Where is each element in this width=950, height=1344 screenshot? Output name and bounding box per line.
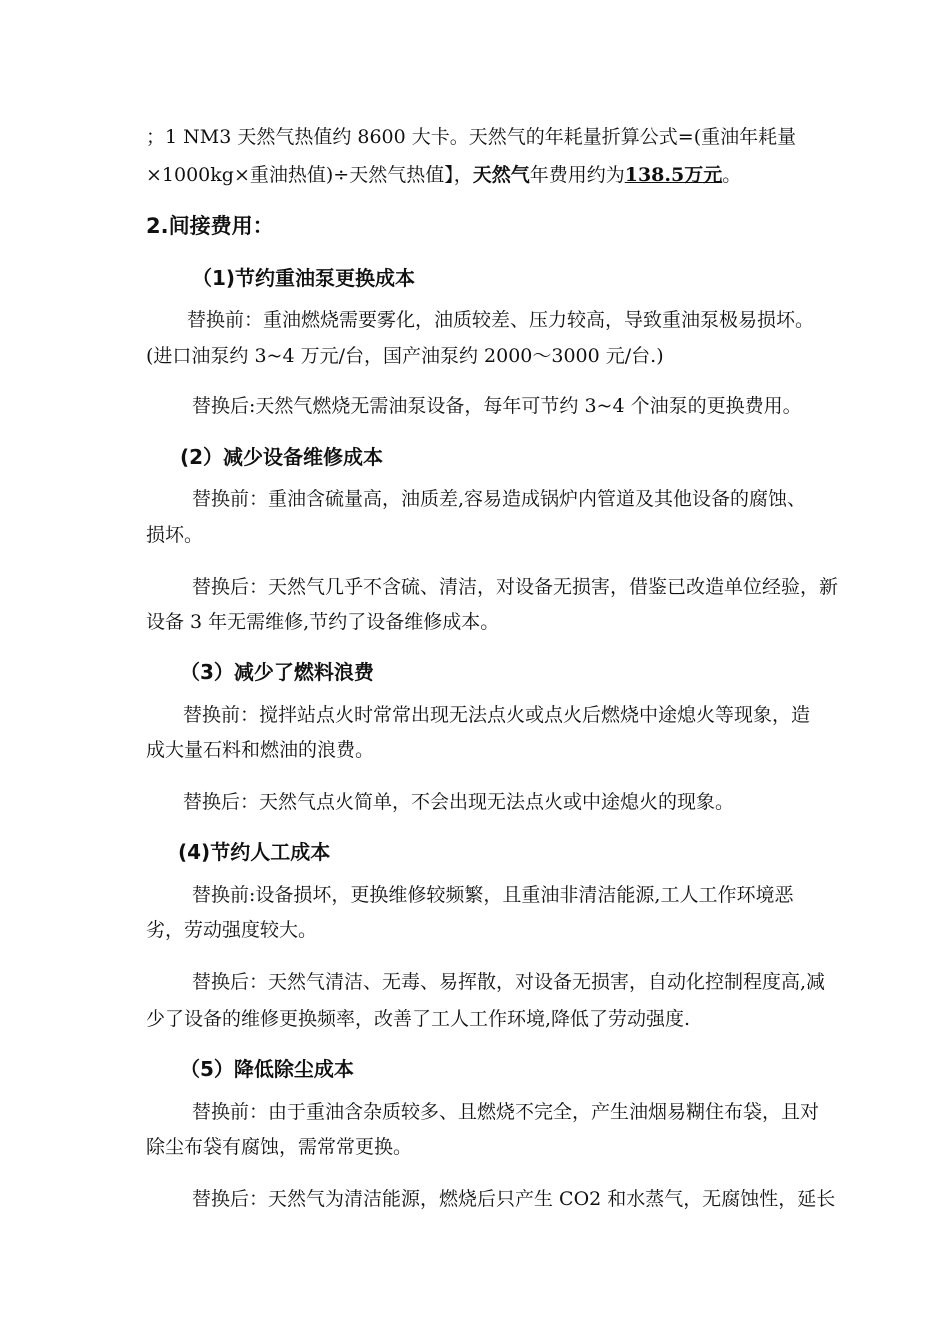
- item-1-after-line-1: 替换后:天然气燃烧无需油泵设备，每年可节约 3~4 个油泵的更换费用。: [192, 395, 802, 417]
- section-heading: 2.间接费用：: [146, 214, 274, 238]
- item-4-after-line-1: 替换后：天然气清洁、无毒、易挥散，对设备无损害，自动化控制程度高,减: [192, 971, 826, 993]
- intro-text: ×1000kg×重油热值)÷天然气热值】，: [146, 164, 473, 186]
- item-5-title: （5）降低除尘成本: [180, 1057, 354, 1081]
- intro-gas-label: 天然气: [472, 164, 530, 186]
- item-3-before-line-1: 替换前：搅拌站点火时常常出现无法点火或点火后燃烧中途熄火等现象，造: [183, 704, 811, 726]
- intro-end: 。: [722, 164, 742, 186]
- intro-cost-text: 年费用约为: [529, 164, 625, 186]
- item-2-title: (2）减少设备维修成本: [180, 445, 384, 469]
- item-2-before-line-2: 损坏。: [146, 524, 204, 546]
- item-1-before-line-2: (进口油泵约 3~4 万元/台，国产油泵约 2000～3000 元/台.): [146, 345, 664, 367]
- intro-line-2: [146, 162, 741, 188]
- item-5-before-line-1: 替换前：由于重油含杂质较多、且燃烧不完全，产生油烟易糊住布袋，且对: [192, 1101, 820, 1123]
- item-4-before-line-1: 替换前:设备损坏，更换维修较频繁，且重油非清洁能源,工人工作环境恶: [192, 884, 794, 906]
- item-2-after-line-1: 替换后：天然气几乎不含硫、清洁，对设备无损害，借鉴已改造单位经验，新: [192, 576, 839, 598]
- intro-line-1: ；1 NM3 天然气热值约 8600 大卡。天然气的年耗量折算公式=(重油年耗量: [146, 126, 797, 148]
- item-2-before-line-1: 替换前：重油含硫量高，油质差,容易造成锅炉内管道及其他设备的腐蚀、: [192, 488, 807, 510]
- item-5-after-line-1: 替换后：天然气为清洁能源，燃烧后只产生 CO2 和水蒸气，无腐蚀性，延长: [192, 1188, 836, 1210]
- item-3-after-line-1: 替换后：天然气点火简单，不会出现无法点火或中途熄火的现象。: [183, 791, 735, 813]
- item-4-title: (4)节约人工成本: [178, 840, 331, 864]
- item-4-before-line-2: 劣，劳动强度较大。: [146, 919, 318, 941]
- item-1-title: （1)节约重油泵更换成本: [192, 266, 416, 290]
- item-5-before-line-2: 除尘布袋有腐蚀，需常常更换。: [146, 1136, 413, 1158]
- item-3-title: （3）减少了燃料浪费: [180, 660, 374, 684]
- item-3-before-line-2: 成大量石料和燃油的浪费。: [146, 739, 375, 761]
- item-2-after-line-2: 设备 3 年无需维修,节约了设备维修成本。: [146, 611, 500, 633]
- intro-cost-value: 138.5万元: [624, 164, 723, 186]
- item-1-before-line-1: 替换前：重油燃烧需要雾化，油质较差、压力较高，导致重油泵极易损坏。: [187, 309, 815, 331]
- item-4-after-line-2: 少了设备的维修更换频率，改善了工人工作环境,降低了劳动强度.: [146, 1008, 691, 1030]
